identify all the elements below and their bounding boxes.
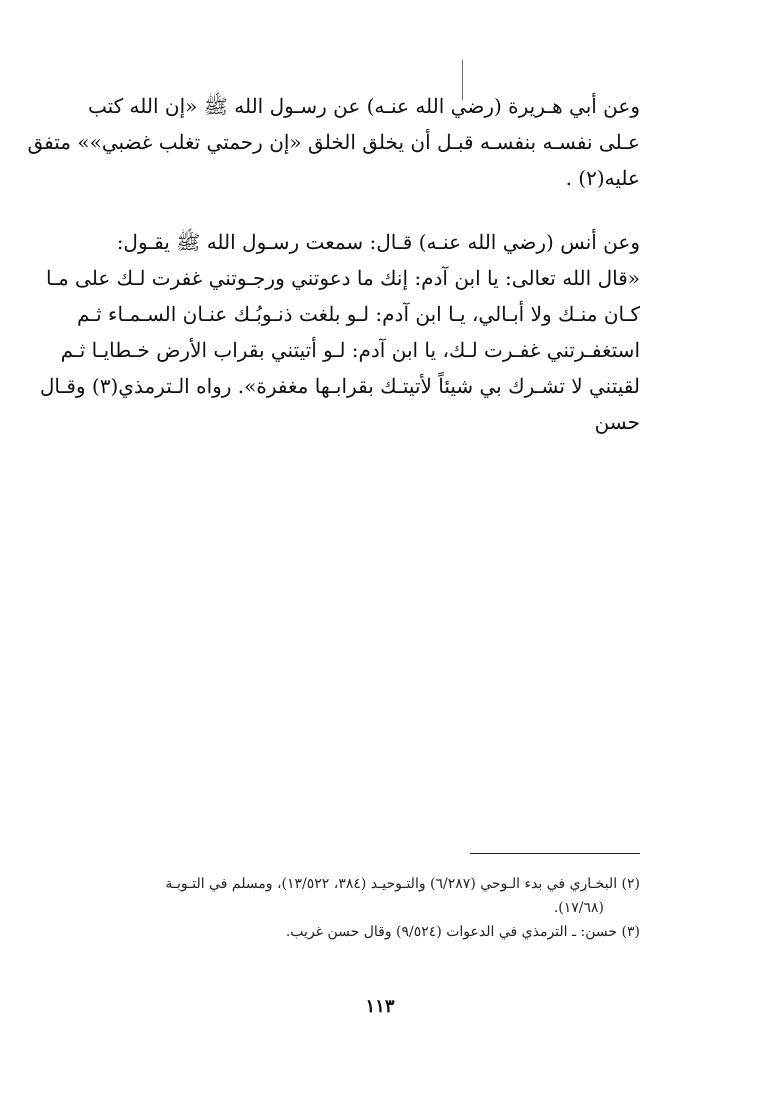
text-line: «قال الله تعالى: يا ابن آدم: إنك ما دعوتني ورجـوتني غفرت لـك على مـا <box>46 266 640 290</box>
text-line: عـلى نفسـه بنفسـه قبـل أن يخلق الخلق «إن رحمتي تغلب غضبي»» متفق <box>27 130 640 154</box>
hadith-paragraph-1 <box>27 88 640 196</box>
footnotes <box>110 872 640 944</box>
footnote-divider <box>470 853 640 854</box>
text-line: كـان منـك ولا أبـالي، يـا ابن آدم: لـو بلغت ذنـوبُـك عنـان السـمـاء ثـم <box>76 302 640 326</box>
text-line: حسن <box>594 410 640 434</box>
text-line: لقيتني لا تشـرك بي شيئاً لأتيتـك بقرابـها مغفرة». رواه الـترمذي(٣) وقـال <box>39 374 640 398</box>
text-line: استغفـرتني غفـرت لـك، يا ابن آدم: لـو أتيتني بقراب الأرض خـطايـا ثـم <box>60 338 640 362</box>
page-number: ١١٣ <box>365 996 395 1017</box>
text-line: وعن أبي هـريرة (رضي الله عنـه) عن رسـول الله ﷺ «إن الله كتب <box>87 94 640 118</box>
footnote-2-line: (٢) البخـاري في بدء الـوحي (٦/٢٨٧) والتـوحيـد (٣٨٤، ١٣/٥٢٢)، ومسلم في التـوبـة <box>165 876 640 892</box>
footnote-2-continuation: (١٧/٦٨). <box>553 900 604 916</box>
hadith-paragraph-2 <box>39 224 640 440</box>
text-line: وعن أنس (رضي الله عنـه) قـال: سمعت رسـول الله ﷺ يقـول: <box>116 230 640 254</box>
footnote-3-line: (٣) حسن: ـ الترمذي في الدعوات (٩/٥٢٤) وقال حسن غريب. <box>285 924 640 940</box>
text-line: عليه(٢) . <box>565 166 640 190</box>
